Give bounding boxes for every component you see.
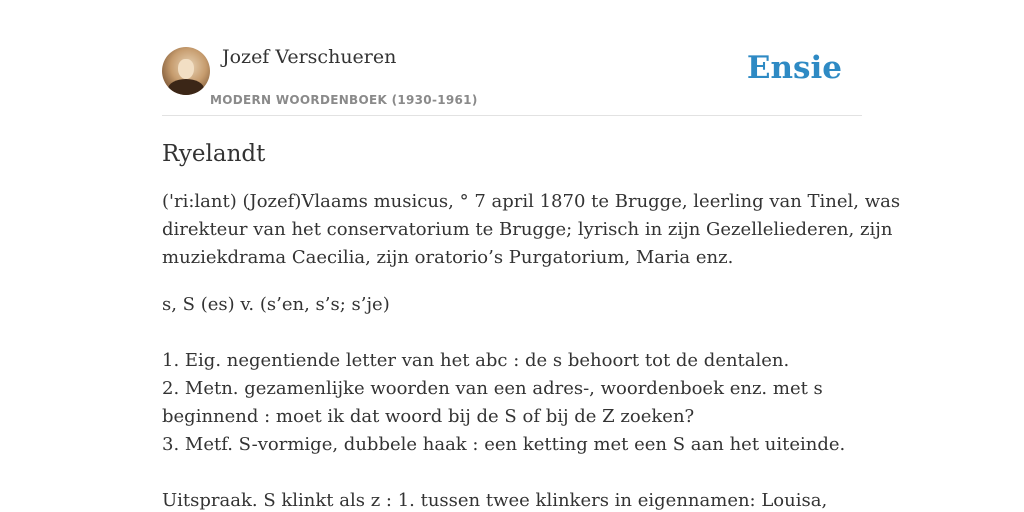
- entry-content: [162, 137, 901, 512]
- entry-paragraph-2: [162, 291, 862, 512]
- paragraph-line: ('ri:lant) (Jozef)Vlaams musicus, ° 7 april 1870 te Brugge, leerling van Tinel, was: [162, 191, 901, 212]
- source-label[interactable]: MODERN WOORDENBOEK (1930-1961): [210, 93, 478, 107]
- avatar-face: [178, 59, 194, 79]
- definition-heading: s, S (es) v. (s’en, s’s; s’je): [162, 294, 390, 315]
- pronunciation-line: Uitspraak. S klinkt als z : 1. tussen twee klinkers in eigennamen: Louisa,: [162, 490, 828, 511]
- author-avatar[interactable]: [162, 47, 210, 95]
- line-break: [162, 319, 862, 347]
- avatar-collar: [168, 79, 204, 95]
- definition-line: 2. Metn. gezamenlijke woorden van een adres-, woordenboek enz. met s: [162, 378, 823, 399]
- paragraph-line: muziekdrama Caecilia, zijn oratorio’s Purgatorium, Maria enz.: [162, 247, 734, 268]
- header: [162, 0, 862, 116]
- definition-line: 1. Eig. negentiende letter van het abc : de s behoort tot de dentalen.: [162, 350, 790, 371]
- author-name[interactable]: Jozef Verschueren: [222, 46, 397, 68]
- entry-paragraph-1: [162, 188, 901, 272]
- definition-line: beginnend : moet ik dat woord bij de S of bij de Z zoeken?: [162, 406, 695, 427]
- paragraph-line: direkteur van het conservatorium te Brugge; lyrisch in zijn Gezelleliederen, zijn: [162, 219, 893, 240]
- ensie-logo[interactable]: Ensie: [746, 50, 842, 86]
- line-break: [162, 459, 862, 487]
- entry-title: Ryelandt: [162, 141, 266, 167]
- definition-line: 3. Metf. S-vormige, dubbele haak : een ketting met een S aan het uiteinde.: [162, 434, 846, 455]
